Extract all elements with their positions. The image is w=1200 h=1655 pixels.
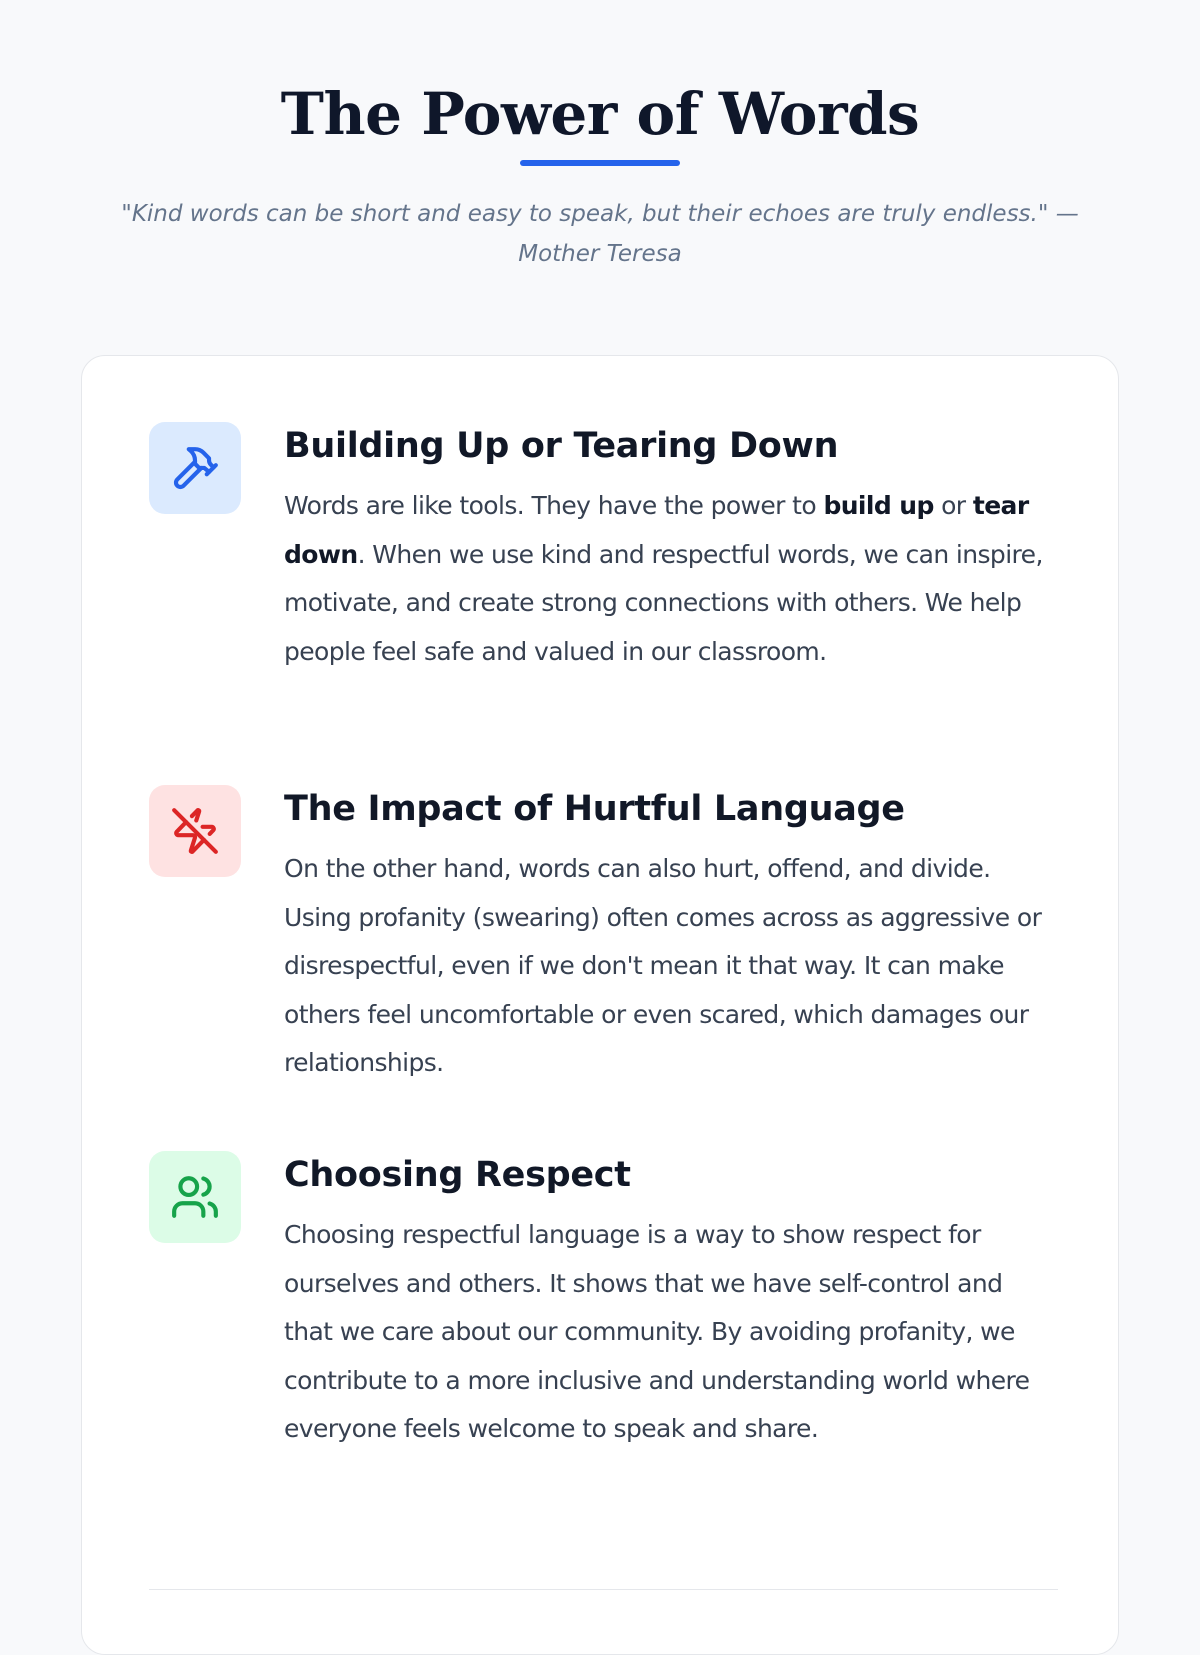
hammer-icon	[149, 422, 241, 514]
quote: "Kind words can be short and easy to speak, but their echoes are truly endless." — Mother Teresa	[121, 201, 1079, 267]
section-body	[284, 422, 1058, 676]
section-text: On the other hand, words can also hurt, offend, and divide. Using profanity (swearing) often comes across as aggressive or disrespectful, even if we don't mean it that way. It can make others feel uncomfortable or even scared, which damages our relationships.	[284, 854, 1042, 1077]
section-body	[284, 1151, 1058, 1454]
section-text	[284, 482, 1058, 676]
text-segment: or	[933, 491, 973, 520]
divider	[149, 1589, 1058, 1590]
users-icon	[149, 1151, 241, 1243]
bold-text: tear down	[284, 491, 1029, 569]
section-title: Choosing Respect	[284, 1155, 631, 1195]
page-title: The Power of Words	[280, 80, 920, 148]
content-card	[81, 355, 1119, 1655]
bold-text: build up	[823, 491, 934, 520]
section-body	[284, 785, 1058, 1088]
section-text: Choosing respectful language is a way to show respect for ourselves and others. It shows that we have self-control and that we care about our community. By avoiding profanity, we contribute to a more inclusive and understanding world where everyone feels welcome to speak and share.	[284, 1220, 1030, 1443]
text-segment: Words are like tools. They have the power to	[284, 491, 824, 520]
zap-off-icon	[149, 785, 241, 877]
title-underline	[520, 160, 680, 166]
text-segment: . When we use kind and respectful words, we can inspire, motivate, and create strong connections with others. We help people feel safe and valued in our classroom.	[284, 539, 1043, 666]
section-title: The Impact of Hurtful Language	[284, 789, 905, 829]
section-title: Building Up or Tearing Down	[284, 426, 839, 466]
page-header	[0, 0, 1200, 274]
